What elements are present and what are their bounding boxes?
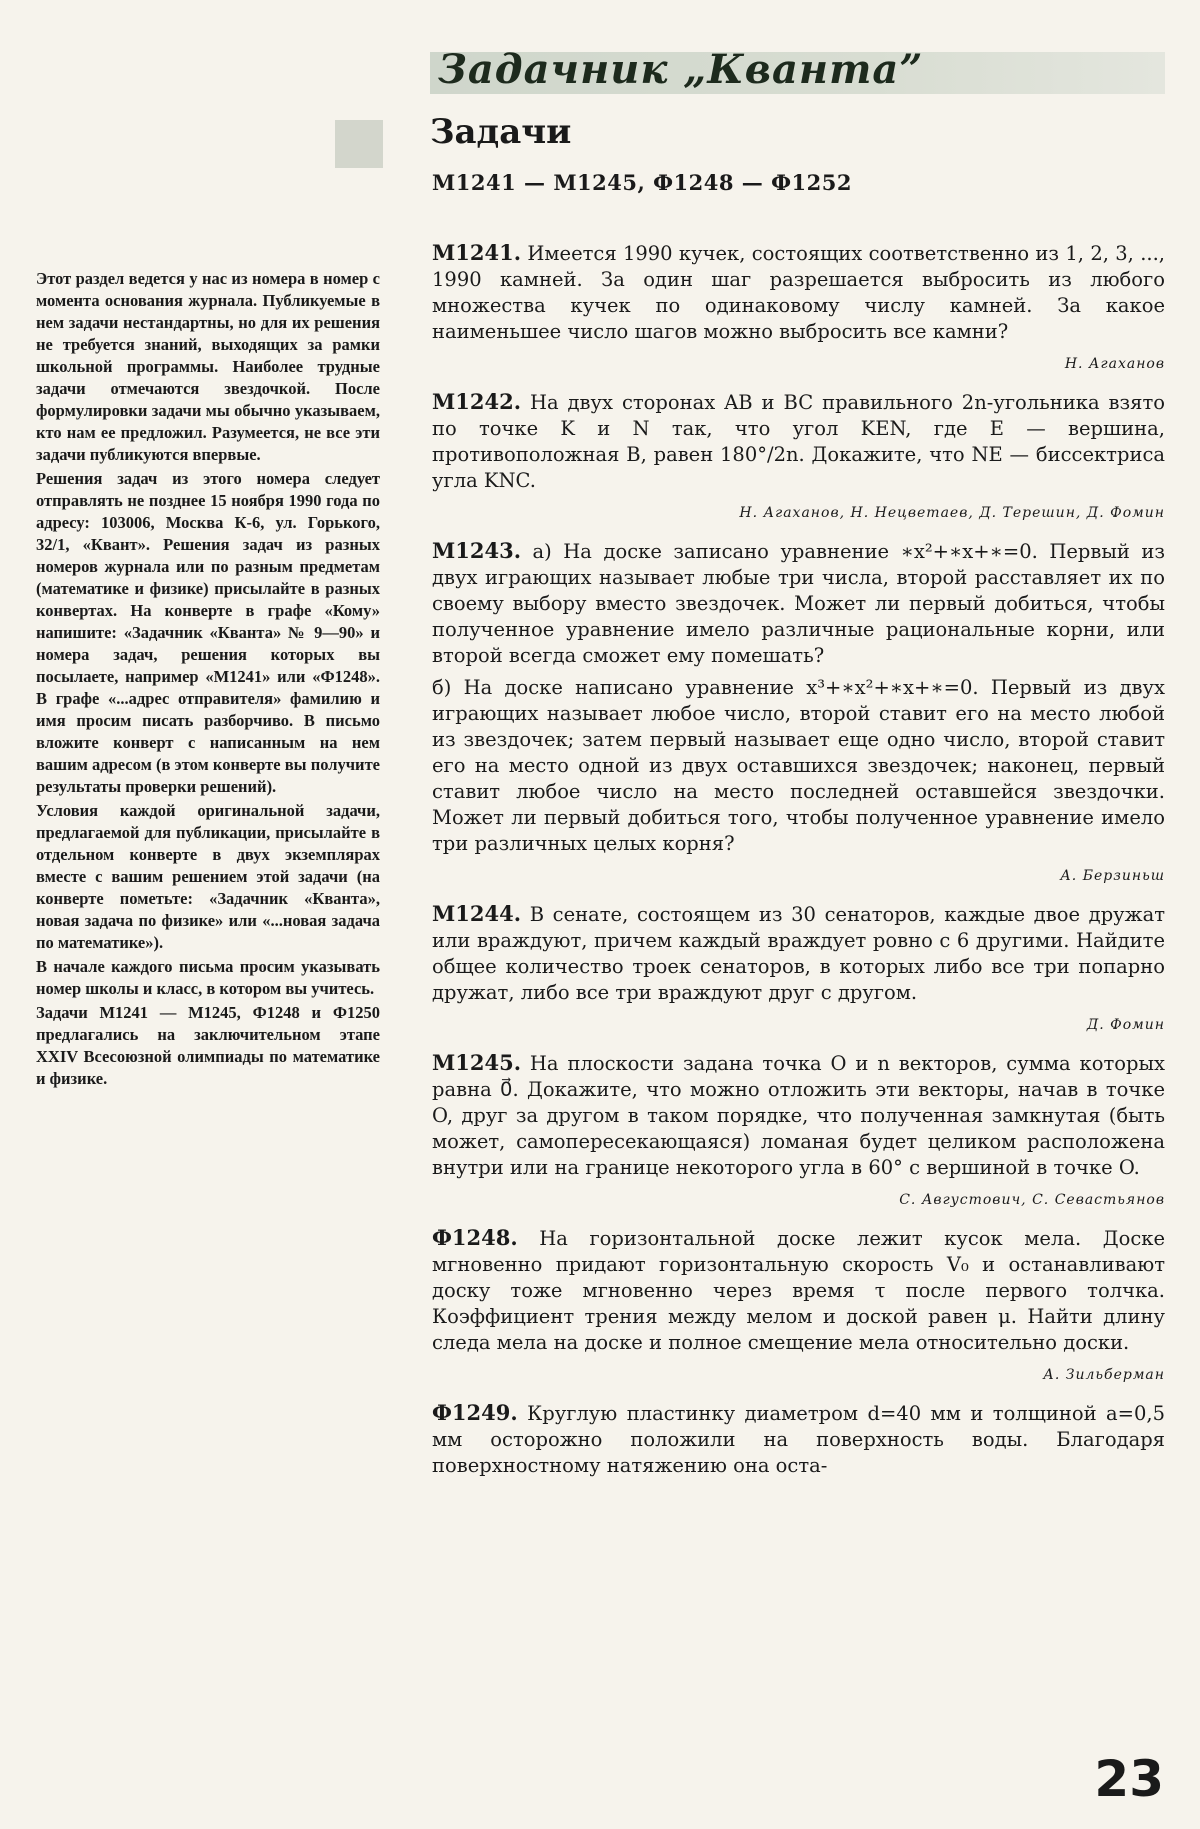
page-title: Задачи (430, 112, 572, 152)
problem-id: М1244. (432, 901, 522, 926)
problem-range-subtitle: М1241 — М1245, Ф1248 — Ф1252 (432, 170, 852, 195)
section-banner (430, 46, 1165, 94)
problem-id: М1242. (432, 389, 522, 414)
banner-title: Задачник „Кванта” (438, 46, 924, 93)
problem-author: А. Берзиньш (1060, 868, 1165, 884)
page-number: 23 (1094, 1750, 1164, 1808)
problem-id: Ф1248. (432, 1225, 518, 1250)
problem-author: А. Зильберман (1043, 1367, 1165, 1383)
problem-author: Д. Фомин (1086, 1017, 1165, 1033)
problem-id: Ф1249. (432, 1400, 518, 1425)
problem-text: На горизонтальной доске лежит кусок мела. Доске мгновенно придают горизонтальную скорость V₀ и останавливают доску тоже мгновенно через время τ после первого толчка. Коэффициент трения между мелом и доской равен μ. Найти длину следа мела на доске и полное смещение мела относительно доски. (432, 1227, 1166, 1354)
problem-text: а) На доске записано уравнение ∗x²+∗x+∗=0. Первый из двух играющих называет любые три числа, второй расставляет их по своему выбору вместо звездочек. Может ли первый добиться, чтобы полученное уравнение имело различные рациональные корни, или второй всегда сможет ему помешать? (432, 540, 1165, 667)
problem-text: Имеется 1990 кучек, состоящих соответственно из 1, 2, 3, ..., 1990 камней. За один шаг разрешается выбросить из любого множества кучек по одинаковому числу камней. За какое наименьшее число шагов можно выбросить все камни? (432, 242, 1165, 343)
sidebar-paragraph: В начале каждого письма просим указывать номер школы и класс, в котором вы учитесь. (36, 957, 380, 998)
problem-text: На плоскости задана точка O и n векторов, сумма которых равна 0⃗. Докажите, что можно отложить эти векторы, начав в точке O, друг за другом в таком порядке, что полученная замкнутая (быть может, самопересекающаяся) ломаная будет целиком расположена внутри или на границе некоторого угла в 60° с вершиной в точке O. (432, 1052, 1165, 1179)
problem-author: Н. Агаханов (1064, 356, 1165, 372)
decorative-square (335, 120, 383, 168)
sidebar-paragraph: Решения задач из этого номера следует отправлять не позднее 15 ноября 1990 года по адресу: 103006, Москва К-6, ул. Горького, 32/1, «Квант». Решения задач из разных номеров журнала или по разным предметам (математике и физике) присылайте в разных конвертах. На конверте в графе «Кому» напишите: «Задачник «Кванта» № 9—90» и номера задач, решения которых вы посылаете, например «М1241» или «Ф1248». В графе «...адрес отправителя» фамилию и имя просим писать разборчиво. В письмо вложите конверт с написанным на нем вашим адресом (в этом конверте вы получите результаты проверки решений). (36, 469, 380, 796)
problem-text: В сенате, состоящем из 30 сенаторов, каждые двое дружат или враждуют, причем каждый враждует ровно с 6 другими. Найдите общее количество троек сенаторов, в которых либо все три попарно дружат, либо все три враждуют друг с другом. (432, 903, 1165, 1004)
problem-m1243 (432, 538, 1165, 889)
sidebar-paragraph: Условия каждой оригинальной задачи, предлагаемой для публикации, присылайте в отдельном конверте в двух экземплярах вместе с вашим решением этой задачи (на конверте пометьте: «Задачник «Кванта», новая задача по физике» или «...новая задача по математике»). (36, 801, 380, 952)
problem-m1242 (432, 389, 1165, 526)
problem-author: Н. Агаханов, Н. Нецветаев, Д. Терешин, Д. Фомин (739, 505, 1165, 521)
problem-id: М1241. (432, 240, 522, 265)
problem-id: М1245. (432, 1050, 522, 1075)
sidebar-paragraph: Задачи М1241 — М1245, Ф1248 и Ф1250 предлагались на заключительном этапе XXIV Всесоюзной олимпиады по математике и физике. (36, 1003, 380, 1088)
problem-id: М1243. (432, 538, 522, 563)
problems-column (432, 240, 1165, 1485)
problem-text: Круглую пластинку диаметром d=40 мм и толщиной a=0,5 мм осторожно положили на поверхность воды. Благодаря поверхностному натяжению она оста- (432, 1402, 1165, 1477)
sidebar-paragraph: Этот раздел ведется у нас из номера в номер с момента основания журнала. Публикуемые в нем задачи нестандартны, но для их решения не требуется знаний, выходящих за рамки школьной программы. Наиболее трудные задачи отмечаются звездочкой. После формулировки задачи мы обычно указываем, кто нам ее предложил. Разумеется, не все эти задачи публикуются впервые. (36, 269, 380, 464)
problem-author: С. Августович, С. Севастьянов (899, 1192, 1165, 1208)
problem-f1248 (432, 1225, 1165, 1388)
problem-f1249 (432, 1400, 1165, 1479)
problem-text: На двух сторонах AB и BC правильного 2n-угольника взято по точке K и N так, что угол KEN, где E — вершина, противоположная B, равен 180°/2n. Докажите, что NE — биссектриса угла KNC. (432, 391, 1165, 492)
problem-m1241 (432, 240, 1165, 377)
problem-m1244 (432, 901, 1165, 1038)
problem-m1245 (432, 1050, 1165, 1213)
sidebar (36, 268, 380, 1092)
problem-text-part-b: б) На доске написано уравнение x³+∗x²+∗x+∗=0. Первый из двух играющих называет любое число, второй ставит его на место любой из звездочек; затем первый называет еще одно число, второй ставит его на место одной из двух оставшихся звездочек; наконец, первый ставит любое число на место последней оставшейся звездочки. Может ли первый добиться того, чтобы полученное уравнение имело три различных целых корня? (432, 676, 1165, 855)
